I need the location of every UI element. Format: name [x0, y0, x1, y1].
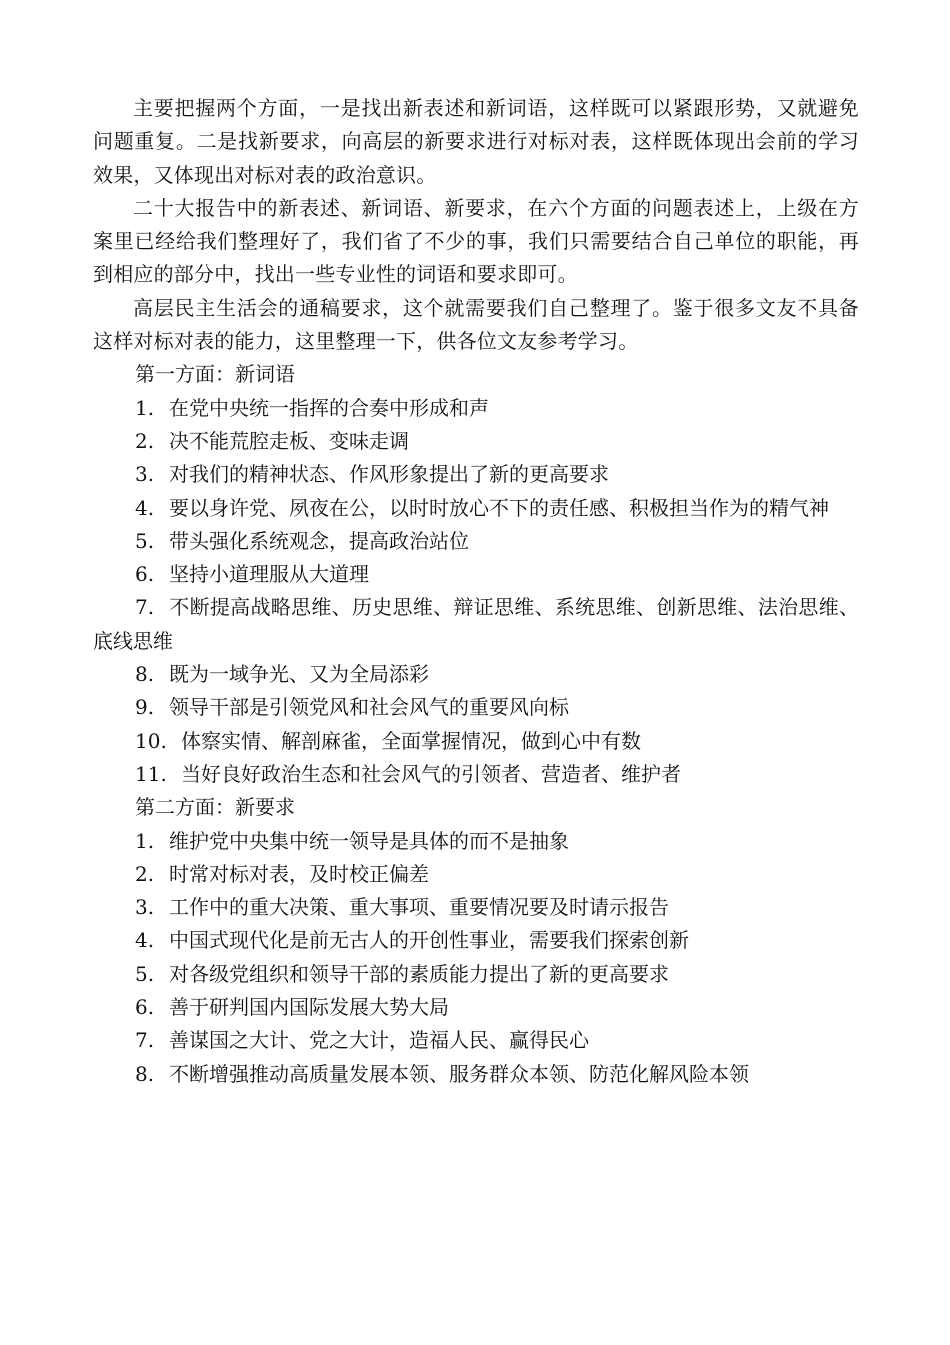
list-item — [93, 425, 859, 458]
item-number: 2. — [135, 861, 155, 886]
item-number: 10. — [135, 728, 167, 753]
item-text: 领导干部是引领党风和社会风气的重要风向标 — [169, 695, 569, 720]
item-number: 1. — [135, 395, 155, 420]
item-text: 当好良好政治生态和社会风气的引领者、营造者、维护者 — [181, 761, 681, 786]
item-number: 9. — [135, 695, 155, 720]
list-item — [93, 825, 859, 858]
section-heading-new-words: 第一方面：新词语 — [135, 362, 295, 387]
list-item — [93, 924, 859, 957]
item-number: 3. — [135, 462, 155, 487]
item-text: 要以身许党、夙夜在公，以时时放心不下的责任感、积极担当作为的精气神 — [169, 495, 829, 520]
list-item — [93, 991, 859, 1024]
item-text: 体察实情、解剖麻雀，全面掌握情况，做到心中有数 — [181, 728, 641, 753]
item-text: 中国式现代化是前无古人的开创性事业，需要我们探索创新 — [169, 928, 689, 953]
item-text: 不断增强推动高质量发展本领、服务群众本领、防范化解风险本领 — [169, 1061, 749, 1086]
item-text: 维护党中央集中统一领导是具体的而不是抽象 — [169, 828, 569, 853]
item-number: 8. — [135, 1061, 155, 1086]
intro-paragraph-2: 二十大报告中的新表述、新词语、新要求，在六个方面的问题表述上，上级在方案里已经给我们整理好了，我们省了不少的事，我们只需要结合自己单位的职能，再到相应的部分中，找出一些专业性的词语和要求即可。 — [93, 195, 859, 287]
document-page — [93, 92, 859, 1091]
item-text: 对我们的精神状态、作风形象提出了新的更高要求 — [169, 462, 609, 487]
list-item — [93, 392, 859, 425]
item-number: 5. — [135, 528, 155, 553]
list-item — [93, 958, 859, 991]
item-number: 6. — [135, 562, 155, 587]
item-text: 不断提高战略思维、历史思维、辩证思维、系统思维、创新思维、法治思维、底线思维 — [93, 595, 859, 653]
list-item — [93, 758, 859, 791]
item-number: 3. — [135, 895, 155, 920]
item-text: 坚持小道理服从大道理 — [169, 562, 369, 587]
list-item — [93, 1058, 859, 1091]
new-requirements-list — [93, 825, 859, 1091]
list-item — [93, 691, 859, 724]
item-text: 工作中的重大决策、重大事项、重要情况要及时请示报告 — [169, 895, 669, 920]
list-item — [93, 725, 859, 758]
list-item — [93, 1024, 859, 1057]
item-number: 5. — [135, 961, 155, 986]
list-item — [93, 658, 859, 691]
list-item — [93, 858, 859, 891]
list-item — [93, 458, 859, 491]
item-number: 4. — [135, 928, 155, 953]
intro-paragraph-1: 主要把握两个方面，一是找出新表述和新词语，这样既可以紧跟形势，又就避免问题重复。二是找新要求，向高层的新要求进行对标对表，这样既体现出会前的学习效果，又体现出对标对表的政治意识。 — [93, 96, 859, 187]
item-text: 善于研判国内国际发展大势大局 — [169, 995, 449, 1020]
list-item — [93, 525, 859, 558]
item-text: 善谋国之大计、党之大计，造福人民、赢得民心 — [169, 1028, 589, 1053]
item-number: 7. — [135, 1028, 155, 1053]
item-text: 时常对标对表，及时校正偏差 — [169, 861, 429, 886]
item-number: 4. — [135, 495, 155, 520]
section-heading-new-requirements: 第二方面：新要求 — [135, 795, 295, 820]
list-item — [93, 558, 859, 591]
item-number: 11. — [135, 761, 167, 786]
item-text: 在党中央统一指挥的合奏中形成和声 — [169, 395, 489, 420]
item-number: 1. — [135, 828, 155, 853]
item-text: 带头强化系统观念，提高政治站位 — [169, 528, 469, 553]
new-words-list — [93, 392, 859, 792]
item-number: 6. — [135, 995, 155, 1020]
item-text: 决不能荒腔走板、变味走调 — [169, 428, 409, 453]
list-item — [93, 591, 859, 658]
item-number: 7. — [135, 595, 155, 620]
intro-paragraph-3: 高层民主生活会的通稿要求，这个就需要我们自己整理了。鉴于很多文友不具备这样对标对表的能力，这里整理一下，供各位文友参考学习。 — [93, 295, 859, 354]
list-item — [93, 891, 859, 924]
item-text: 既为一域争光、又为全局添彩 — [169, 662, 429, 687]
item-number: 2. — [135, 428, 155, 453]
item-text: 对各级党组织和领导干部的素质能力提出了新的更高要求 — [169, 961, 669, 986]
item-number: 8. — [135, 662, 155, 687]
list-item — [93, 492, 859, 525]
